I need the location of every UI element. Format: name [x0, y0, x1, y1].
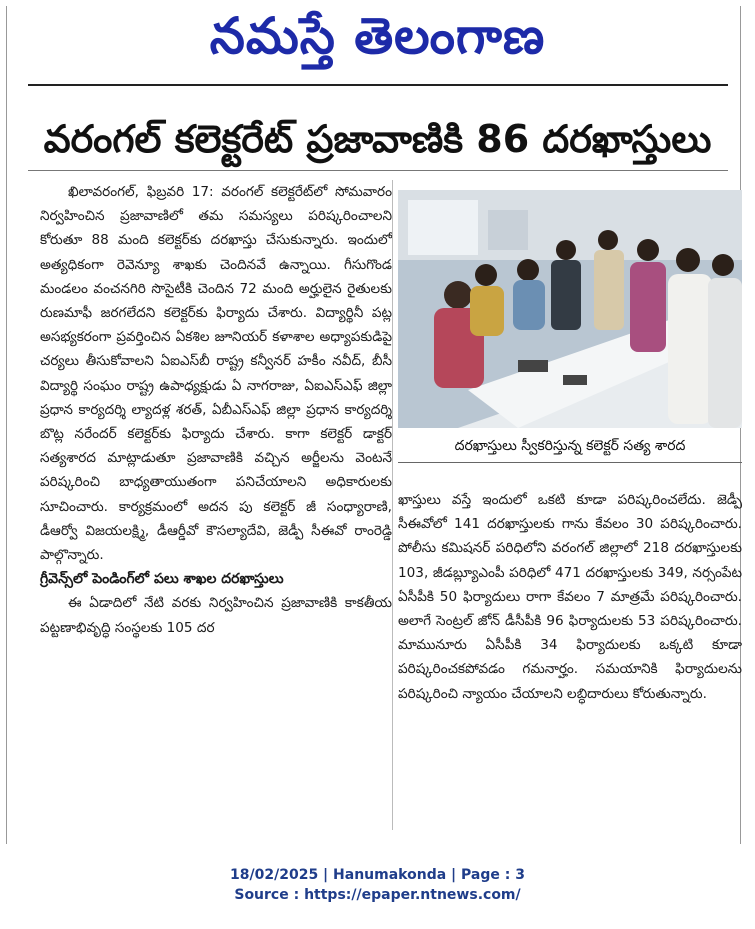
article-paragraph-2: ఈ ఏడాదిలో నేటి వరకు నిర్వహించిన ప్రజావాణికి కాకతీయ పట్టణాభివృద్ధి సంస్థలకు 105 దర	[40, 595, 392, 636]
headline-rule	[28, 170, 728, 171]
caption-rule	[398, 462, 742, 463]
article-subhead: గ్రీవెన్స్‌లో పెండింగ్‌లో పలు శాఖల దరఖాస్తులు	[40, 571, 284, 588]
article-paragraph-3: ఖాస్తులు వస్తే ఇందులో ఒకటి కూడా పరిష్కరించలేదు. జెడ్పీ సీఈవోలో 141 దరఖాస్తులకు గాను కేవలం 30 పరిష్కరించారు. పోలీసు కమిషనర్ పరిధిలోని వరంగల్ జిల్లాలో 218 దరఖాస్తులకు 103, జీడబ్ల్యూఎంపీ పరిధిలో 471 దరఖాస్తులకు 349, నర్సంపేట ఏసీపీకి 50 ఫిర్యాదులు రాగా కేవలం 7 మాత్రమే పరిష్కరించారు. అలాగే సెంట్రల్ జోన్ డీసీపీకి 96 ఫిర్యాదులకు 53 పరిష్కరించారు. మామునూరు ఏసీపీకి 34 ఫిర్యాదులకు ఒక్కటి కూడా పరిష్కరించకపోవడం గమనార్హం. సమయానికి ఫిర్యాదులను పరిష్కరించి న్యాయం చేయాలని లబ్ధిదారులు కోరుతున్నారు.	[398, 492, 742, 702]
column-divider	[392, 180, 393, 830]
article-paragraph-1: ఖిలావరంగల్, ఫిబ్రవరి 17: వరంగల్ కలెక్టరేట్‌లో సోమవారం నిర్వహించిన ప్రజావాణిలో తమ సమస్యలు పరిష్కరించాలని కోరుతూ 88 మంది కలెక్టర్‌కు దరఖాస్తు చేసుకున్నారు. ఇందులో అత్యధికంగా రెవెన్యూ శాఖకు చెందినవే ఉన్నాయి. గీసుగొండ మండలం వంచనగిరి సొసైటీకి చెందిన 72 మంది అర్హులైన రైతులకు రుణమాఫీ జరగలేదని కలెక్టర్‌కు ఫిర్యాదు చేశారు. విద్యార్థినీ పట్ల అసభ్యకరంగా ప్రవర్తించిన ఏకశిల జూనియర్ కళాశాల అధ్యాపకుడిపై చర్యలు తీసుకోవాలని ఏఐఎస్‌బీ రాష్ట్ర కన్వీనర్ హకీం నవీద్, బీసీ విద్యార్థి సంఘం రాష్ట్ర ఉపాధ్యక్షుడు ఏ నాగరాజు, ఏఐఎస్ఎఫ్ జిల్లా ప్రధాన కార్యదర్శి ల్యాదళ్ల శరత్, ఏబీఎస్ఎఫ్ జిల్లా ప్రధాన కార్యదర్శి బొట్ల నరేందర్ కలెక్టర్‌కు ఫిర్యాదు చేశారు. కాగా కలెక్టర్ డాక్టర్ సత్యశారద మాట్లాడుతూ ప్రజావాణికి వచ్చిన అర్జీలను వెంటనే పరిష్కరించి బాధ్యతాయుతంగా పనిచేయాలని అధికారులకు సూచించారు. కార్యక్రమంలో అదన పు కలెక్టర్ జీ సంధ్యారాణి, డీఆర్వో విజయలక్ష్మి, డీఆర్డీవో కౌసల్యాదేవి, జెడ్పీ సీఈవో రాంరెడ్డి పాల్గొన్నారు.	[40, 184, 392, 564]
meeting-photo-illustration	[398, 190, 742, 428]
masthead-rule	[28, 84, 728, 86]
footer-date-edition: 18/02/2025 | Hanumakonda | Page : 3	[230, 867, 525, 883]
article-photo	[398, 190, 742, 428]
article-headline: వరంగల్ కలెక్టరేట్ ప్రజావాణికి 86 దరఖాస్తులు	[43, 117, 712, 161]
masthead	[0, 0, 755, 72]
right-column	[398, 488, 742, 706]
newspaper-logo: నమస్తే తెలంగాణ	[209, 7, 546, 65]
left-column	[40, 180, 392, 640]
footer	[0, 865, 755, 905]
photo-caption: దరఖాస్తులు స్వీకరిస్తున్న కలెక్టర్ సత్య శారద	[454, 438, 686, 454]
footer-source-link[interactable]: Source : https://epaper.ntnews.com/	[234, 887, 521, 903]
